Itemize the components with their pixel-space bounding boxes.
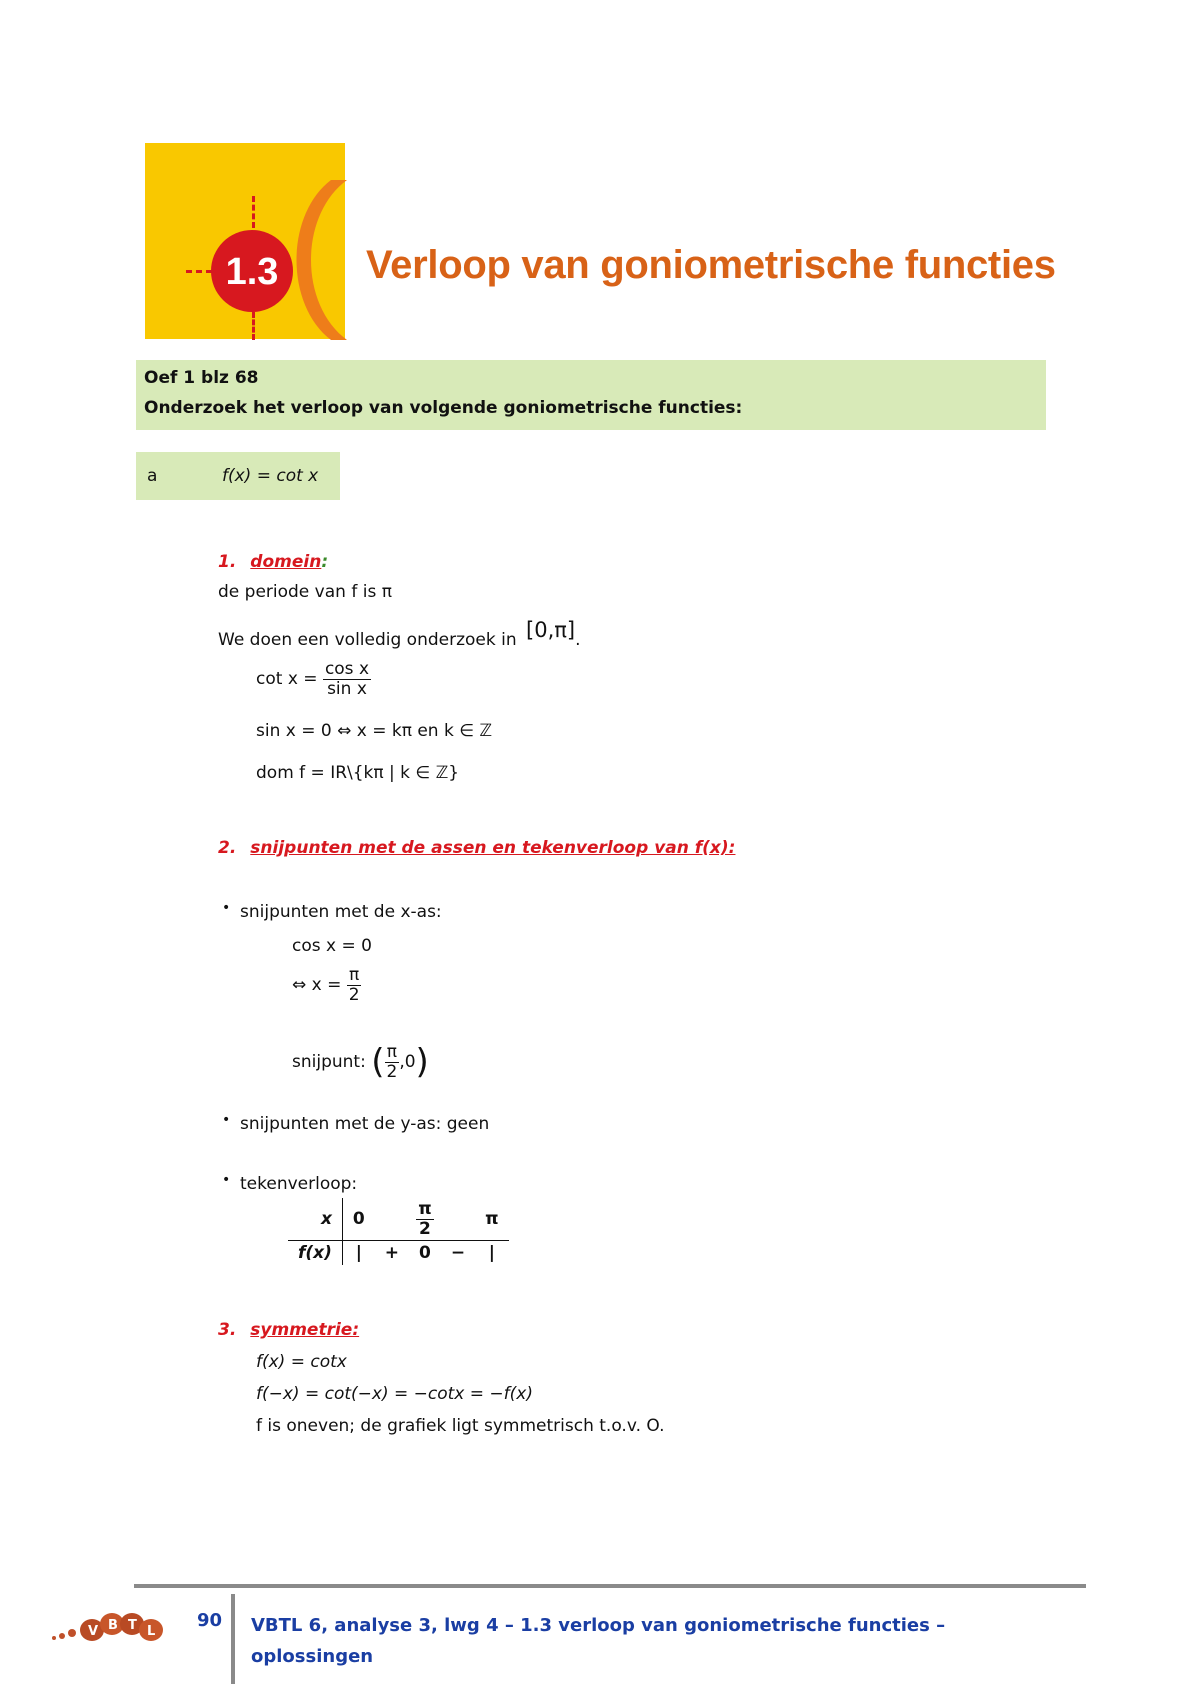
exercise-box <box>136 360 1046 430</box>
section3-number: 3. <box>218 1320 237 1340</box>
period-line: de periode van f is π <box>218 582 392 602</box>
bullet-y-axis: snijpunten met de y-as: geen <box>240 1114 490 1134</box>
snijpunt-pi-over-2 <box>384 1043 399 1081</box>
section3-heading <box>218 1320 359 1340</box>
badge-crosshair-bottom <box>252 312 255 340</box>
cot-lhs: cot x = <box>256 669 318 690</box>
sign-table-s0: | <box>355 1243 362 1264</box>
sign-table-s4: | <box>488 1243 495 1264</box>
svg-text:T: T <box>128 1618 137 1633</box>
cos-equation: cos x = 0 <box>292 936 372 956</box>
bullet-sign: tekenverloop: <box>240 1174 358 1194</box>
pi-over-2 <box>347 966 362 1004</box>
section2-heading <box>218 838 735 858</box>
snijpunt-two: 2 <box>386 1061 398 1082</box>
bullet-x-axis: snijpunten met de x-as: <box>240 902 442 922</box>
section1-title: domein <box>250 552 322 572</box>
snijpunt-pi: π <box>386 1041 398 1062</box>
symmetry-conclusion: f is oneven; de grafiek ligt symmetrisch t.o.v. O. <box>256 1416 665 1436</box>
interval-line: We doen een volledig onderzoek in [0,π]. <box>218 618 581 650</box>
section2-number: 2. <box>218 838 237 858</box>
section-number-badge <box>211 230 293 312</box>
part-a-letter: a <box>147 466 158 486</box>
bullet-dot: • <box>222 900 231 916</box>
bullet-dot: • <box>222 1172 231 1188</box>
section-number: 1.3 <box>225 250 279 293</box>
sign-table <box>288 1198 509 1265</box>
svg-text:L: L <box>147 1624 156 1639</box>
cot-numerator: cos x <box>324 659 370 679</box>
page-number: 90 <box>197 1610 223 1631</box>
svg-text:V: V <box>88 1624 99 1639</box>
section1-heading <box>218 552 328 572</box>
footer-rule <box>134 1584 1086 1588</box>
sign-table-s1: + <box>384 1243 399 1264</box>
section2-title: snijpunten met de assen en tekenverloop van f(x): <box>250 838 736 858</box>
part-a-formula: f(x) = cot x <box>222 466 319 486</box>
footer-divider <box>231 1594 235 1684</box>
sign-table-x0: 0 <box>342 1198 374 1241</box>
symmetry-line2: f(−x) = cot(−x) = −cotx = −f(x) <box>256 1384 533 1404</box>
vbtl-logo <box>48 1602 168 1662</box>
equiv-lhs: ⇔ x = <box>292 975 342 996</box>
page-title: Verloop van goniometrische functies <box>366 243 1056 287</box>
exercise-label: Oef 1 blz 68 <box>144 368 259 388</box>
footer-line2: oplossingen <box>251 1646 374 1667</box>
cot-denominator: sin x <box>327 678 367 699</box>
section1-colon: : <box>321 552 329 572</box>
sin-zero-line: sin x = 0 ⇔ x = kπ en k ∈ ℤ <box>256 721 493 741</box>
svg-text:B: B <box>108 1618 118 1633</box>
badge-crosshair-horizontal <box>186 270 212 273</box>
cot-definition <box>256 660 371 698</box>
sign-table-s2: 0 <box>419 1243 431 1264</box>
sign-table-s3: − <box>450 1243 466 1264</box>
two-denominator: 2 <box>348 984 360 1005</box>
sign-table-x-mid <box>375 1198 475 1241</box>
table-two: 2 <box>418 1218 431 1239</box>
snijpunt-tail: ,0 <box>399 1052 416 1072</box>
snijpunt-line: snijpunt: ( $\frac{\pi}{2}$ ,0) <box>292 1041 429 1082</box>
symmetry-line1: f(x) = cotx <box>256 1352 347 1372</box>
pi-numerator: π <box>349 965 360 985</box>
snijpunt-label: snijpunt: <box>292 1052 366 1072</box>
sign-table-x-pi: π <box>475 1198 508 1241</box>
footer-line1: VBTL 6, analyse 3, lwg 4 – 1.3 verloop van goniometrische functies – <box>251 1615 946 1636</box>
exercise-instruction: Onderzoek het verloop van volgende goniometrische functies: <box>144 398 743 418</box>
sign-table-head-x: x <box>288 1198 342 1241</box>
domain-line: dom f = IR\{kπ | k ∈ ℤ} <box>256 763 460 783</box>
interval-text: We doen een volledig onderzoek in <box>218 630 517 650</box>
cot-fraction <box>323 660 371 698</box>
sign-table-head-fx: f(x) <box>288 1241 342 1266</box>
orange-bracket-arc <box>289 180 349 340</box>
section1-number: 1. <box>218 552 237 572</box>
equiv-line <box>292 966 362 1004</box>
bullet-dot: • <box>222 1112 231 1128</box>
footer-text <box>251 1610 1011 1672</box>
section3-title: symmetrie: <box>250 1320 360 1340</box>
interval-value: [0,π] <box>526 618 576 642</box>
badge-crosshair-top <box>252 196 255 228</box>
table-pi: π <box>418 1199 432 1219</box>
